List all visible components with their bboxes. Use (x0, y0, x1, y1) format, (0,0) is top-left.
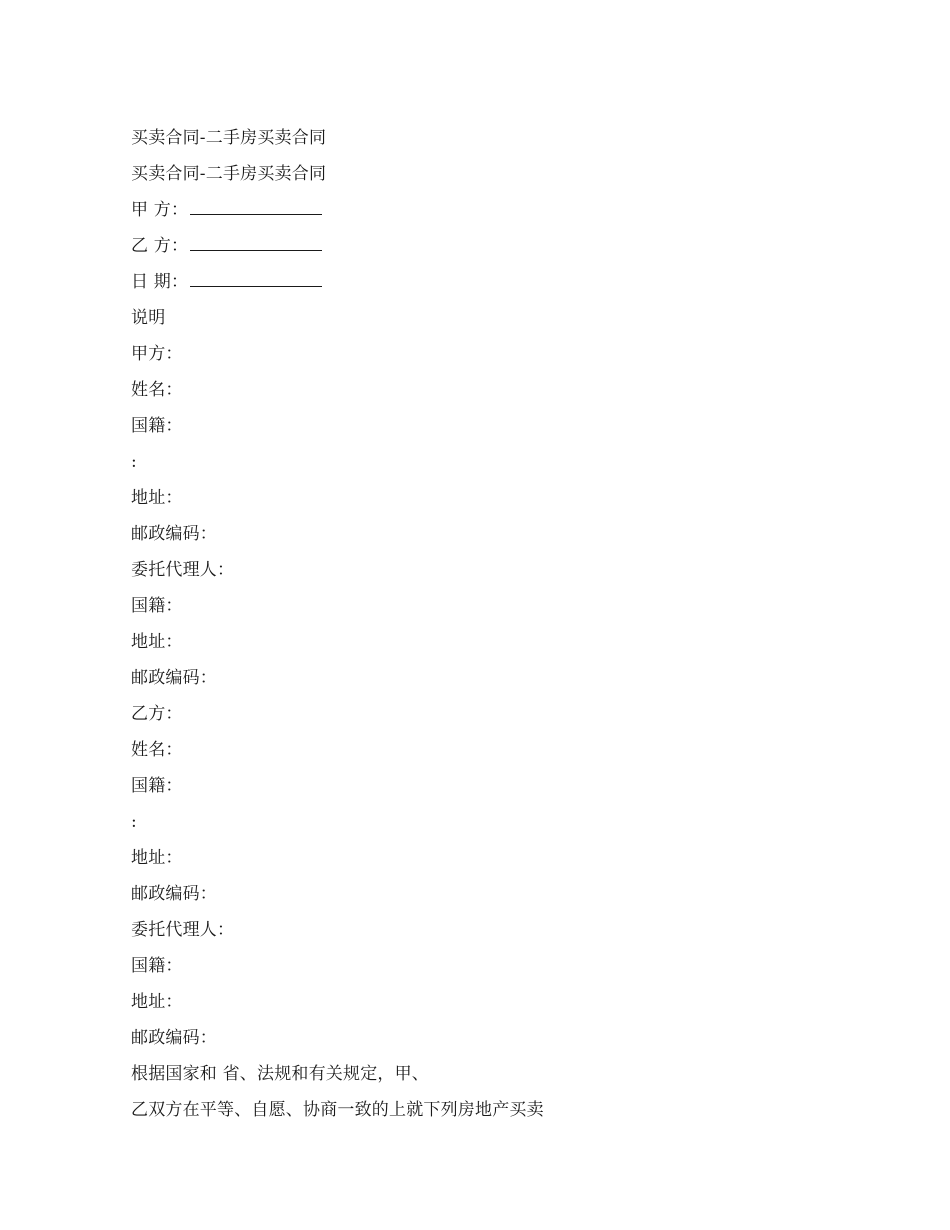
party-b-name-label: 姓名： (131, 740, 183, 760)
cover-field-label: 甲 方： (131, 200, 189, 220)
party-a-name-label: 姓名： (131, 380, 183, 400)
fill-in-blank (190, 268, 322, 287)
cover-field-party-a (131, 196, 891, 232)
party-b-address-label: 地址： (131, 848, 183, 868)
party-a-heading: 甲方： (131, 344, 183, 364)
party-a-agent-label: 委托代理人： (131, 560, 235, 580)
party-a-agent-nationality-label: 国籍： (131, 596, 183, 616)
party-a-agent-address-label: 地址： (131, 632, 183, 652)
fill-in-blank (190, 232, 322, 251)
cover-field-label: 日 期： (131, 272, 189, 292)
body-paragraph-line: 根据国家和 省、法规和有关规定，甲、 (131, 1064, 430, 1084)
party-b-nationality-label: 国籍： (131, 776, 183, 796)
fill-in-blank (190, 196, 322, 215)
party-b-colon-line: : (131, 812, 137, 832)
party-a-colon-line: : (131, 452, 137, 472)
cover-field-label: 乙 方： (131, 236, 189, 256)
party-b-agent-label: 委托代理人： (131, 920, 235, 940)
party-b-agent-nationality-label: 国籍： (131, 956, 183, 976)
party-a-nationality-label: 国籍： (131, 416, 183, 436)
party-a-agent-postcode-label: 邮政编码： (131, 668, 217, 688)
document-body (131, 124, 891, 1132)
party-a-address-label: 地址： (131, 488, 183, 508)
party-a-postcode-label: 邮政编码： (131, 524, 217, 544)
party-b-agent-postcode-label: 邮政编码： (131, 1028, 217, 1048)
cover-field-party-b (131, 232, 891, 268)
party-b-heading: 乙方： (131, 704, 183, 724)
party-b-agent-address-label: 地址： (131, 992, 183, 1012)
body-paragraph-line: 乙双方在平等、自愿、协商一致的上就下列房地产买卖 (131, 1100, 544, 1120)
cover-field-date (131, 268, 891, 304)
party-b-postcode-label: 邮政编码： (131, 884, 217, 904)
document-title: 买卖合同-二手房买卖合同 (131, 128, 327, 148)
document-subtitle: 买卖合同-二手房买卖合同 (131, 164, 327, 184)
section-heading: 说明 (131, 308, 166, 328)
